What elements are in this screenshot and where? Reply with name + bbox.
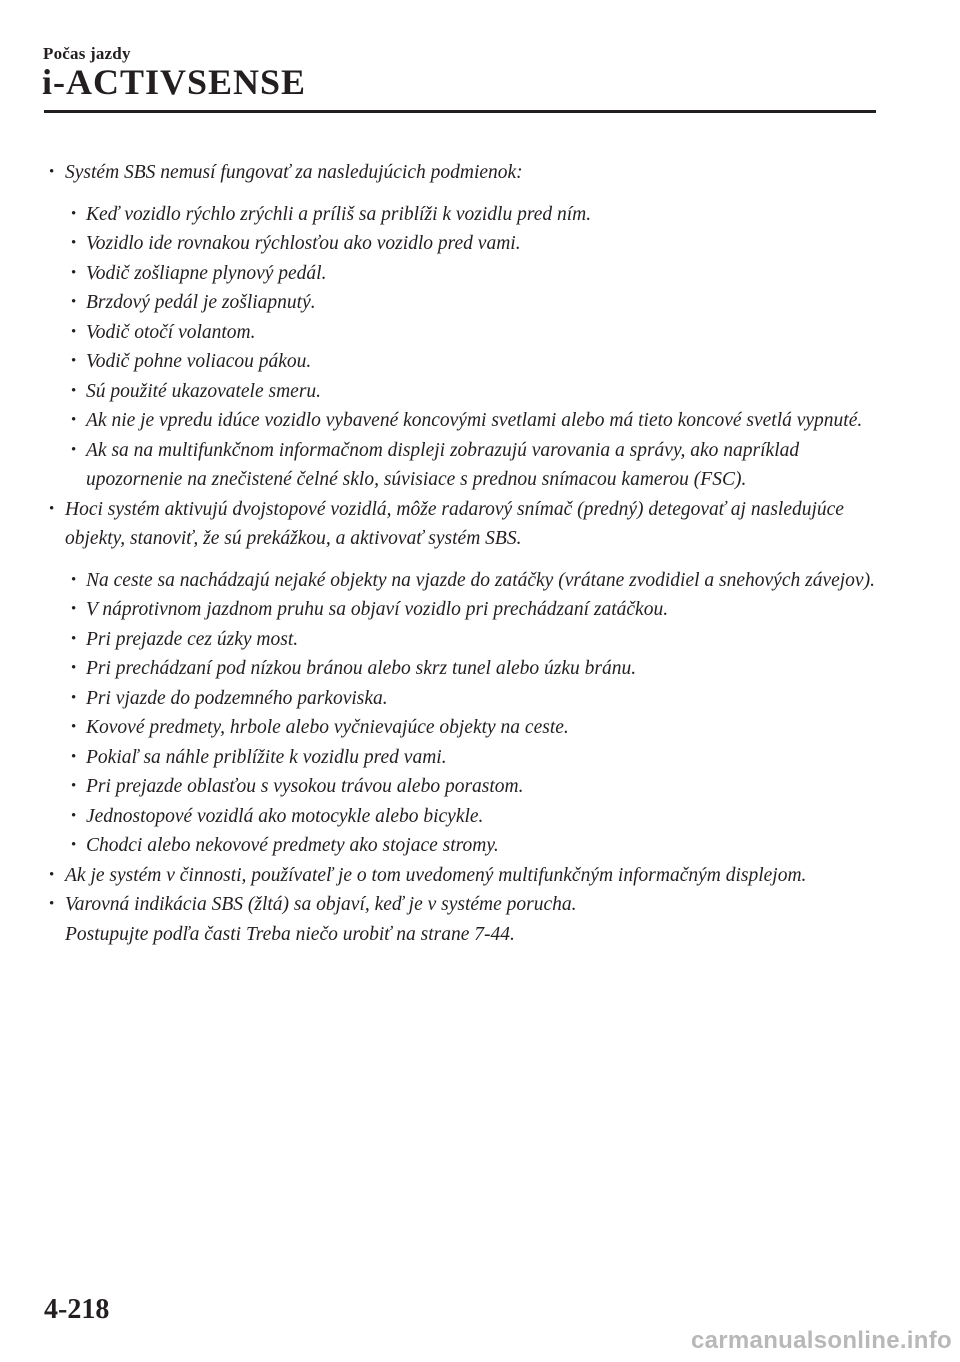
list-item-text: Hoci systém aktivujú dvojstopové vozidlá, môže radarový snímač (predný) detegovať aj nasledujúce objekty, stanoviť, že sú prekážkou, a aktivovať systém SBS. bbox=[65, 498, 844, 549]
list-item-text: Systém SBS nemusí fungovať za nasledujúcich podmienok: bbox=[65, 162, 523, 183]
bullet-icon: • bbox=[49, 896, 55, 912]
content-body bbox=[44, 158, 884, 949]
sublist-item-text: Ak nie je vpredu idúce vozidlo vybavené koncovými svetlami alebo má tieto koncové svetlá vypnuté. bbox=[86, 410, 863, 431]
sublist-item bbox=[44, 802, 884, 832]
sublist bbox=[44, 200, 884, 495]
sublist-item-text: Vozidlo ide rovnakou rýchlosťou ako vozidlo pred vami. bbox=[86, 233, 521, 254]
list-item bbox=[44, 158, 884, 188]
sublist bbox=[44, 566, 884, 861]
sublist-item-text: Ak sa na multifunkčnom informačnom displeji zobrazujú varovania a správy, ako napríklad upozornenie na znečistené čelné sklo, súvisiace s prednou snímacou kamerou (FSC). bbox=[86, 439, 800, 490]
sublist-item-text: Na ceste sa nachádzajú nejaké objekty na vjazde do zatáčky (vrátane zvodidiel a snehových závejov). bbox=[86, 569, 875, 591]
section-label: Počas jazdy bbox=[43, 44, 131, 63]
bullet-icon: • bbox=[71, 235, 77, 251]
sublist-item-text: Pri vjazde do podzemného parkoviska. bbox=[86, 687, 388, 709]
page-number: 4-218 bbox=[44, 1294, 110, 1325]
bullet-icon: • bbox=[71, 719, 77, 735]
sublist-item-text: Vodič otočí volantom. bbox=[86, 321, 256, 343]
bullet-icon: • bbox=[71, 837, 77, 853]
bullet-icon: • bbox=[71, 412, 77, 428]
sublist-item bbox=[44, 229, 884, 259]
list-item-text: Ak je systém v činnosti, používateľ je o tom uvedomený multifunkčným informačným displejom. bbox=[65, 864, 807, 886]
bullet-icon: • bbox=[71, 660, 77, 676]
sublist-item-text: Vodič zošliapne plynový pedál. bbox=[86, 262, 327, 284]
bullet-icon: • bbox=[71, 382, 77, 399]
bullet-icon: • bbox=[71, 807, 77, 824]
sublist-item bbox=[44, 566, 884, 596]
sublist-item-text: Vodič pohne voliacou pákou. bbox=[86, 351, 312, 372]
sublist-item-text: Pri prejazde oblasťou s vysokou trávou alebo porastom. bbox=[86, 776, 524, 797]
sublist-item-text: V náprotivnom jazdnom pruhu sa objaví vozidlo pri prechádzaní zatáčkou. bbox=[86, 599, 669, 620]
sublist-item bbox=[44, 625, 884, 655]
bullet-icon: • bbox=[71, 778, 77, 794]
bullet-icon: • bbox=[71, 294, 77, 310]
bullet-icon: • bbox=[71, 601, 77, 617]
bullet-icon: • bbox=[71, 689, 77, 706]
sublist-item bbox=[44, 595, 884, 625]
sublist-item-text: Jednostopové vozidlá ako motocykle alebo bicykle. bbox=[86, 805, 484, 827]
list-item-text: Varovná indikácia SBS (žltá) sa objaví, keď je v systéme porucha. bbox=[65, 894, 577, 915]
sublist-item bbox=[44, 684, 884, 714]
list-item bbox=[44, 890, 884, 949]
bullet-icon: • bbox=[71, 323, 77, 340]
bullet-icon: • bbox=[71, 353, 77, 369]
sublist-item-text: Sú použité ukazovatele smeru. bbox=[86, 380, 322, 402]
bullet-icon: • bbox=[71, 205, 77, 222]
sublist-item bbox=[44, 318, 884, 348]
sublist-item-text: Brzdový pedál je zošliapnutý. bbox=[86, 292, 316, 313]
sublist-item bbox=[44, 654, 884, 684]
bullet-icon: • bbox=[71, 264, 77, 281]
sublist-item-text: Pokiaľ sa náhle priblížite k vozidlu pred vami. bbox=[86, 746, 447, 768]
sublist-item bbox=[44, 436, 884, 495]
sublist-item bbox=[44, 406, 884, 436]
sublist-item bbox=[44, 713, 884, 743]
sublist-item bbox=[44, 200, 884, 230]
sublist-item bbox=[44, 347, 884, 377]
sublist-item bbox=[44, 259, 884, 289]
sublist-item bbox=[44, 288, 884, 318]
bullet-icon: • bbox=[71, 441, 77, 458]
sublist-item-text: Chodci alebo nekovové predmety ako stojace stromy. bbox=[86, 835, 499, 856]
sublist-item-text: Pri prejazde cez úzky most. bbox=[86, 628, 299, 650]
bullet-icon: • bbox=[71, 630, 77, 647]
header-divider bbox=[44, 110, 876, 113]
bullet-icon: • bbox=[71, 748, 77, 765]
sublist-item-text: Keď vozidlo rýchlo zrýchli a príliš sa priblíži k vozidlu pred ním. bbox=[86, 203, 592, 225]
bullet-icon: • bbox=[49, 500, 55, 517]
bullet-icon: • bbox=[71, 571, 77, 588]
bullet-icon: • bbox=[49, 866, 55, 883]
sublist-item-text: Pri prechádzaní pod nízkou bránou alebo skrz tunel alebo úzku bránu. bbox=[86, 658, 637, 679]
list-item bbox=[44, 861, 884, 891]
sublist-item-text: Kovové predmety, hrbole alebo vyčnievajúce objekty na ceste. bbox=[86, 717, 569, 738]
sublist-item bbox=[44, 377, 884, 407]
sublist-item bbox=[44, 831, 884, 861]
bullet-icon: • bbox=[49, 164, 55, 180]
list-item bbox=[44, 495, 884, 554]
sublist-item bbox=[44, 743, 884, 773]
sublist-item bbox=[44, 772, 884, 802]
cross-reference-text: Postupujte podľa časti Treba niečo urobiť na strane 7-44. bbox=[65, 923, 515, 945]
watermark: carmanualsonline.info bbox=[690, 1327, 952, 1354]
page-title: i-ACTIVSENSE bbox=[42, 62, 307, 102]
